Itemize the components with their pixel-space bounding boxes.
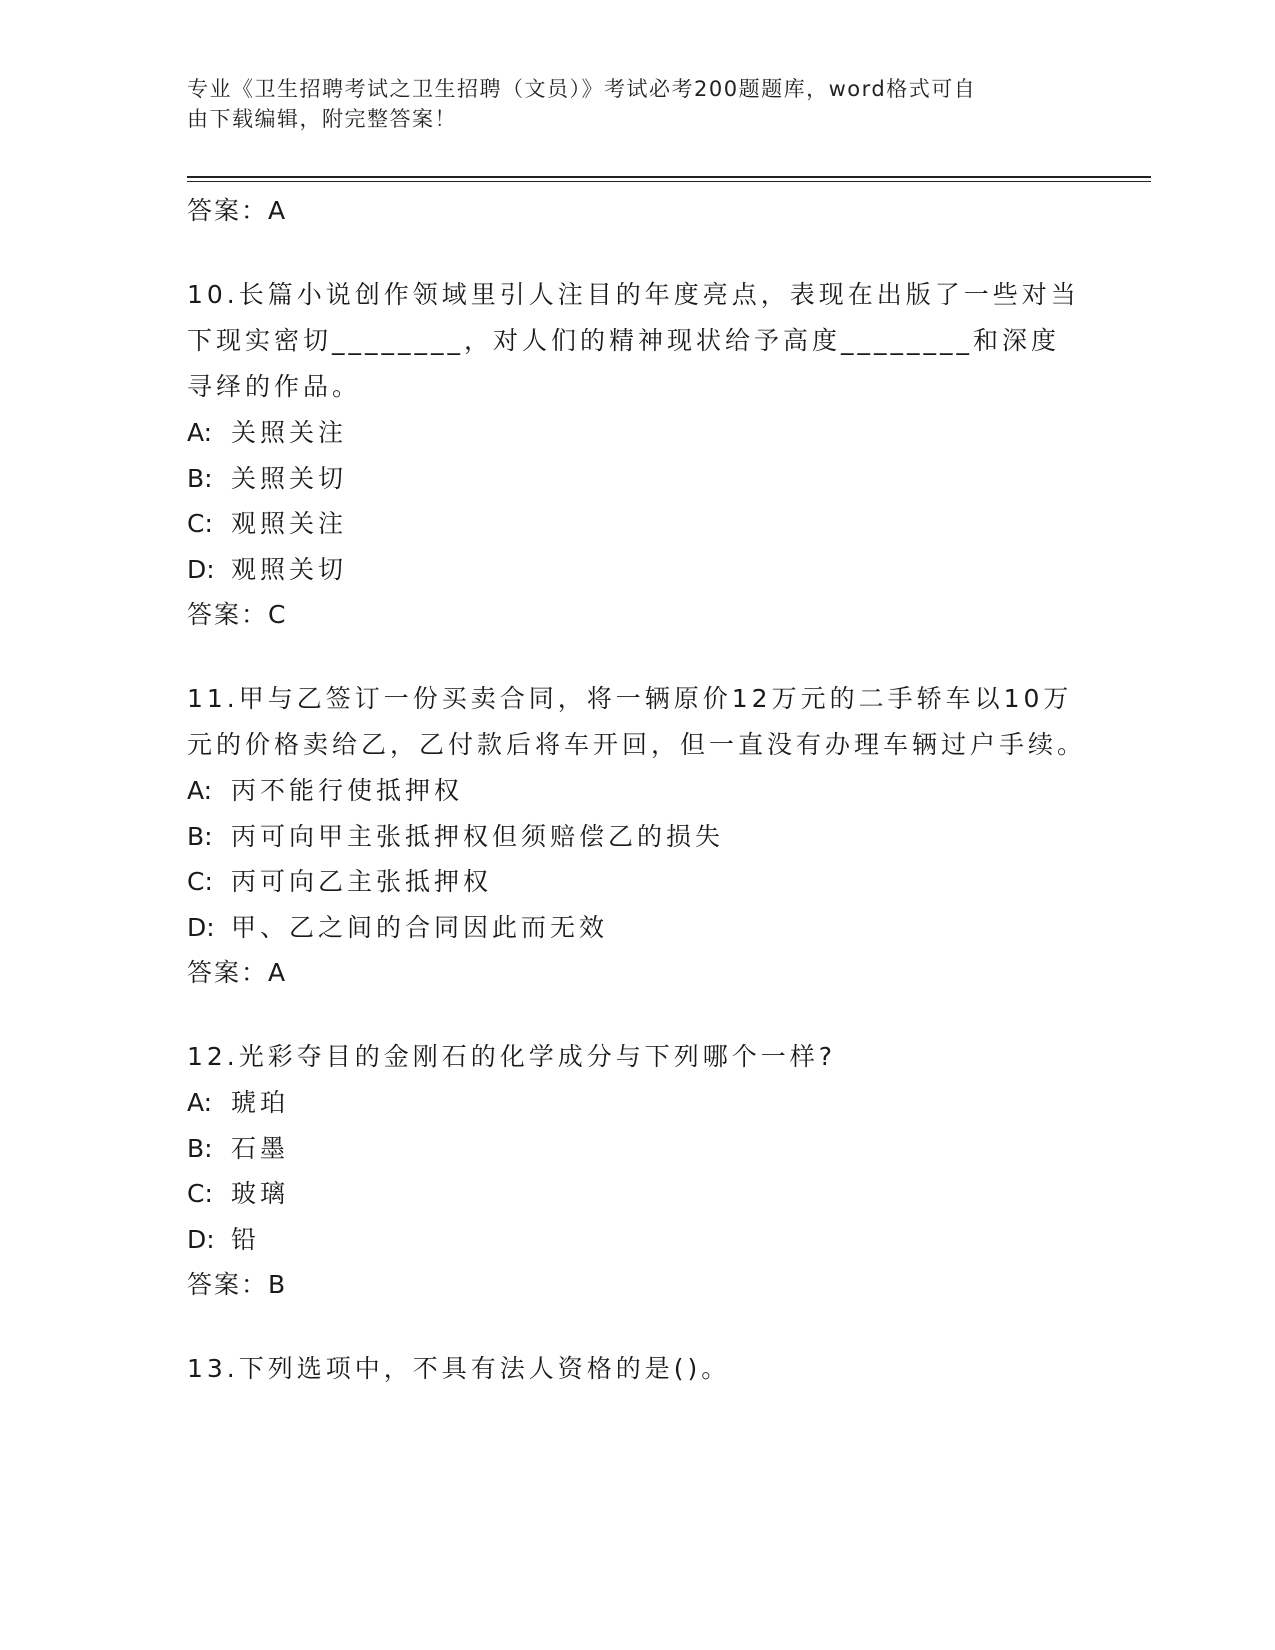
document-body: [187, 188, 1087, 1392]
option-text: 关照关切: [231, 463, 348, 493]
option-a: [187, 1080, 1087, 1126]
option-d: [187, 905, 1087, 951]
answer-line: 答案：C: [187, 600, 288, 629]
option-text: 石墨: [231, 1133, 290, 1163]
header-rule-thin: [187, 181, 1151, 182]
option-text: 观照关注: [231, 509, 348, 538]
option-key: C:: [187, 509, 213, 538]
answer-line: 答案：A: [187, 196, 288, 225]
option-b: [187, 814, 1087, 860]
option-c: [187, 501, 1087, 547]
option-text: 玻璃: [231, 1179, 290, 1208]
question-stem: 11.甲与乙签订一份买卖合同，将一辆原价12万元的二手轿车以10万元的价格卖给乙，乙付款后将车开回，但一直没有办理车辆过户手续。: [187, 684, 1087, 759]
option-key: D:: [187, 912, 215, 942]
option-key: B:: [187, 463, 213, 493]
option-key: B:: [187, 1133, 213, 1163]
option-text: 琥珀: [231, 1088, 290, 1117]
question-10: [187, 272, 1087, 638]
header-rule-thick: [187, 176, 1151, 178]
option-key: C:: [187, 1179, 213, 1208]
option-key: C:: [187, 867, 213, 896]
option-key: B:: [187, 821, 213, 851]
option-text: 关照关注: [231, 418, 348, 447]
option-key: D:: [187, 554, 215, 584]
question-13: [187, 1346, 1087, 1392]
option-d: [187, 547, 1087, 593]
question-stem: 12.光彩夺目的金刚石的化学成分与下列哪个一样?: [187, 1042, 837, 1071]
option-text: 丙可向甲主张抵押权但须赔偿乙的损失: [231, 821, 725, 851]
answer-line: 答案：A: [187, 958, 288, 987]
header-line-2: 由下载编辑，附完整答案！: [187, 107, 457, 131]
option-a: [187, 768, 1087, 814]
option-text: 观照关切: [231, 554, 348, 584]
option-c: [187, 859, 1087, 905]
option-key: D:: [187, 1224, 215, 1254]
option-key: A:: [187, 1088, 213, 1117]
answer-line: 答案：B: [187, 1270, 288, 1299]
option-text: 丙不能行使抵押权: [231, 776, 464, 805]
option-text: 铅: [231, 1224, 261, 1254]
question-12: [187, 1034, 1087, 1308]
option-text: 丙可向乙主张抵押权: [231, 867, 493, 896]
question-stem: 13.下列选项中，不具有法人资格的是()。: [187, 1354, 731, 1383]
option-c: [187, 1171, 1087, 1217]
option-key: A:: [187, 418, 213, 447]
header-line-1: 专业《卫生招聘考试之卫生招聘（文员）》考试必考200题题库，word格式可自: [187, 77, 977, 101]
question-stem: 10.长篇小说创作领域里引人注目的年度亮点，表现在出版了一些对当下现实密切________，对人们的精神现状给予高度________和深度寻绎的作品。: [187, 280, 1080, 401]
option-text: 甲、乙之间的合同因此而无效: [231, 912, 609, 942]
option-b: [187, 456, 1087, 502]
option-b: [187, 1126, 1087, 1172]
option-key: A:: [187, 776, 213, 805]
option-d: [187, 1217, 1087, 1263]
option-a: [187, 410, 1087, 456]
document-header: [187, 74, 1067, 134]
question-11: [187, 676, 1087, 996]
